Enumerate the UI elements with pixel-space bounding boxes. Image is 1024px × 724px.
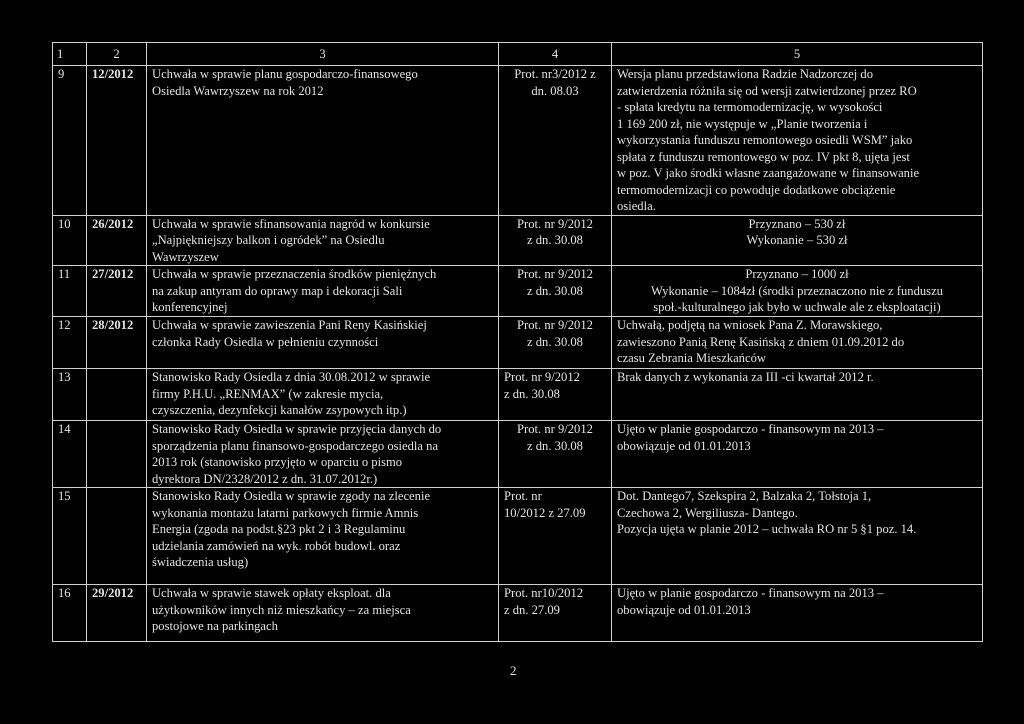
protocol-line: Prot. nr3/2012 z xyxy=(514,67,596,81)
protocol-line: 10/2012 z 27.09 xyxy=(504,505,586,520)
table-row xyxy=(53,66,983,216)
protocol-line: z dn. 30.08 xyxy=(527,334,583,349)
subject-line: Energia (zgoda na podst.§23 pkt 2 i 3 Regulaminu xyxy=(152,522,406,536)
subject-line: Uchwała w sprawie stawek opłaty eksploat. dla xyxy=(152,586,391,600)
notes-line: Wersja planu przedstawiona Radzie Nadzorczej do xyxy=(617,67,873,81)
subject-line: firmy P.H.U. „RENMAX” (w zakresie mycia, xyxy=(152,386,384,401)
notes-line: Dot. Dantego7, Szekspira 2, Balzaka 2, Tołstoja 1, xyxy=(617,489,872,503)
notes-line: spłata z funduszu remontowego w poz. IV pkt 8, ujęta jest xyxy=(617,149,910,164)
notes-cell xyxy=(612,421,983,488)
notes-cell xyxy=(612,266,983,317)
resolution-number-cell: 27/2012 xyxy=(87,266,147,317)
protocol-cell xyxy=(499,317,612,369)
notes-line: Ujęto w planie gospodarczo - finansowym na 2013 – xyxy=(617,586,884,600)
header-col-no: 1 xyxy=(53,43,87,66)
subject-line: użytkowników innych niż mieszkańcy – za miejsca xyxy=(152,602,411,617)
protocol-line: Prot. nr10/2012 xyxy=(504,586,584,600)
notes-line: Czechowa 2, Wergiliusza- Dantego. xyxy=(617,505,798,520)
subject-cell xyxy=(147,215,499,266)
protocol-line: Prot. nr 9/2012 xyxy=(517,422,593,436)
notes-line: osiedla. xyxy=(617,199,656,213)
row-no-cell: 16 xyxy=(53,585,87,642)
resolution-number-cell: 29/2012 xyxy=(87,585,147,642)
header-col-protocol: 4 xyxy=(499,43,612,66)
subject-cell xyxy=(147,66,499,216)
resolution-number-cell: 26/2012 xyxy=(87,215,147,266)
notes-cell xyxy=(612,215,983,266)
subject-line: sporządzenia planu finansowo-gospodarczego osiedla na xyxy=(152,438,439,453)
notes-line: Wykonanie – 530 zł xyxy=(746,233,848,247)
table-row xyxy=(53,585,983,642)
protocol-line: z dn. 30.08 xyxy=(527,438,583,453)
protocol-cell xyxy=(499,369,612,421)
notes-cell xyxy=(612,317,983,369)
subject-line: konferencyjnej xyxy=(152,300,228,314)
subject-cell xyxy=(147,369,499,421)
subject-line: Wawrzyszew xyxy=(152,249,219,264)
subject-line: czyszczenia, dezynfekcji kanałów zsypowych itp.) xyxy=(152,403,407,417)
table-row xyxy=(53,369,983,421)
protocol-line: Prot. nr 9/2012 xyxy=(504,370,580,384)
header-row xyxy=(53,43,983,66)
row-no-cell: 10 xyxy=(53,215,87,266)
protocol-line: Prot. nr xyxy=(504,489,542,503)
table-row xyxy=(53,317,983,369)
subject-line: udzielania zamówień na wyk. robót budowl. oraz xyxy=(152,538,401,553)
subject-cell xyxy=(147,266,499,317)
table-row xyxy=(53,215,983,266)
resolution-number-cell: 12/2012 xyxy=(87,66,147,216)
notes-line: Pozycja ujęta w planie 2012 – uchwała RO nr 5 §1 poz. 14. xyxy=(617,522,917,536)
notes-line: Ujęto w planie gospodarczo - finansowym na 2013 – xyxy=(617,422,884,436)
page-number: 2 xyxy=(510,663,517,678)
header-col-number: 2 xyxy=(87,43,147,66)
notes-line: wykorzystania funduszu remontowego osiedli WSM” jako xyxy=(617,133,913,147)
resolution-number-cell xyxy=(87,421,147,488)
protocol-line: z dn. 27.09 xyxy=(504,602,560,617)
protocol-cell xyxy=(499,421,612,488)
subject-line: Uchwała w sprawie planu gospodarczo-finansowego xyxy=(152,67,418,81)
resolutions-table xyxy=(52,42,983,642)
header-col-subject: 3 xyxy=(147,43,499,66)
notes-line: Przyznano – 1000 zł xyxy=(745,267,849,281)
notes-line: Przyznano – 530 zł xyxy=(748,216,846,231)
row-no-cell: 13 xyxy=(53,369,87,421)
table-row xyxy=(53,488,983,585)
notes-cell xyxy=(612,369,983,421)
notes-line: zawieszono Panią Renę Kasińską z dniem 01.09.2012 do xyxy=(617,334,905,349)
resolution-number-cell: 28/2012 xyxy=(87,317,147,369)
resolution-number-cell xyxy=(87,488,147,585)
subject-line: Uchwała w sprawie przeznaczenia środków pieniężnych xyxy=(152,267,437,281)
protocol-line: Prot. nr 9/2012 xyxy=(517,318,593,332)
notes-line: obowiązuje od 01.01.2013 xyxy=(617,602,751,617)
subject-line: dyrektora DN/2328/2012 z dn. 31.07.2012r.) xyxy=(152,471,378,486)
notes-line: 1 169 200 zł, nie występuje w „Planie tworzenia i xyxy=(617,116,868,131)
subject-line: postojowe na parkingach xyxy=(152,619,278,633)
subject-line: wykonania montażu latarni parkowych firmie Amnis xyxy=(152,505,419,520)
row-no-cell: 11 xyxy=(53,266,87,317)
protocol-line: z dn. 30.08 xyxy=(527,283,583,298)
notes-line: zatwierdzenia różniła się od wersji zatwierdzonej przez RO xyxy=(617,83,917,98)
notes-line: - spłata kredytu na termomodernizację, w wysokości xyxy=(617,100,883,114)
subject-line: Uchwała w sprawie sfinansowania nagród w konkursie xyxy=(152,216,430,231)
notes-cell xyxy=(612,488,983,585)
subject-line: „Najpiękniejszy balkon i ogródek” na Osiedlu xyxy=(152,233,385,247)
subject-line: członka Rady Osiedla w pełnieniu czynności xyxy=(152,334,379,349)
subject-line: Osiedla Wawrzyszew na rok 2012 xyxy=(152,83,324,98)
row-no-cell: 9 xyxy=(53,66,87,216)
subject-line: Stanowisko Rady Osiedla w sprawie zgody na zlecenie xyxy=(152,489,431,503)
protocol-cell xyxy=(499,66,612,216)
resolution-number-cell xyxy=(87,369,147,421)
protocol-line: Prot. nr 9/2012 xyxy=(517,267,593,281)
notes-line: obowiązuje od 01.01.2013 xyxy=(617,438,751,453)
subject-line: świadczenia usług) xyxy=(152,555,249,569)
notes-line: termomodernizacji co powoduje dodatkowe obciążenie xyxy=(617,182,896,197)
notes-cell xyxy=(612,585,983,642)
row-no-cell: 14 xyxy=(53,421,87,488)
table-row xyxy=(53,421,983,488)
notes-line: w poz. V jako środki własne zaangażowane w finansowanie xyxy=(617,166,920,180)
subject-line: na zakup antyram do oprawy map i dekoracji Sali xyxy=(152,283,403,298)
protocol-cell xyxy=(499,266,612,317)
row-no-cell: 12 xyxy=(53,317,87,369)
notes-cell xyxy=(612,66,983,216)
notes-line: Uchwałą, podjętą na wniosek Pana Z. Morawskiego, xyxy=(617,318,883,332)
subject-line: 2013 rok (stanowisko przyjęto w oparciu o pismo xyxy=(152,455,403,469)
notes-line: społ.-kulturalnego jak było w uchwale ale z eksploatacji) xyxy=(653,300,941,314)
protocol-cell xyxy=(499,215,612,266)
notes-line: Wykonanie – 1084zł (środki przeznaczono nie z funduszu xyxy=(651,283,943,298)
subject-cell xyxy=(147,421,499,488)
protocol-line: dn. 08.03 xyxy=(531,83,579,98)
table-row xyxy=(53,266,983,317)
subject-cell xyxy=(147,488,499,585)
subject-cell xyxy=(147,317,499,369)
row-no-cell: 15 xyxy=(53,488,87,585)
notes-line: czasu Zebrania Mieszkańców xyxy=(617,351,766,365)
protocol-cell xyxy=(499,488,612,585)
notes-line: Brak danych z wykonania za III -ci kwartał 2012 r. xyxy=(617,370,874,384)
subject-line: Uchwała w sprawie zawieszenia Pani Reny Kasińskiej xyxy=(152,318,427,332)
subject-line: Stanowisko Rady Osiedla z dnia 30.08.2012 w sprawie xyxy=(152,370,431,384)
header-col-notes: 5 xyxy=(612,43,983,66)
protocol-line: Prot. nr 9/2012 xyxy=(517,216,593,231)
protocol-line: z dn. 30.08 xyxy=(504,386,560,401)
subject-cell xyxy=(147,585,499,642)
subject-line: Stanowisko Rady Osiedla w sprawie przyjęcia danych do xyxy=(152,422,442,436)
protocol-line: z dn. 30.08 xyxy=(527,233,583,247)
protocol-cell xyxy=(499,585,612,642)
